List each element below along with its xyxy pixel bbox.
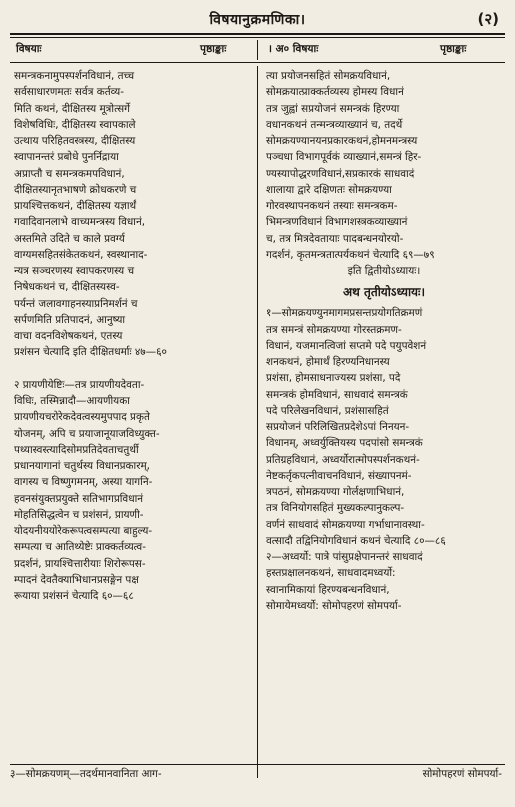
text-line: प्रायणीयचरोरेकदेवत्वस्यमुपपाद प्रकृते (14, 411, 150, 424)
text-line: उत्थाय परिहितवस्त्रस्य, दीक्षितस्य (14, 135, 136, 147)
text-line: प्रायश्चित्तकथनं, दीक्षितस्य यज्ञार्थं (14, 200, 137, 212)
text-line: वत्सादौ तद्विनियोगविधानं कथनं चेत्यादि ८०—८६ (266, 534, 446, 547)
text-line: इति द्वितीयोऽध्यायः। (347, 265, 421, 277)
text-line: १—सोमक्रयण्युनमागमप्रसन्तप्रयोगतिक्रमणं (266, 307, 423, 320)
text-line: सोमायेमध्वर्यो: सोमोपहरणं सोमपर्या- (266, 599, 402, 612)
text-line: म्पादनं देवतैक्याभिधानप्रसङ्गेन पक्ष (14, 573, 139, 586)
right-column (266, 68, 502, 614)
text-line: पथ्यास्वस्त्यादिसोमप्रतिदेवताचतुर्थी (14, 443, 139, 456)
page-number: (२) (477, 10, 499, 28)
text-line: प्रदर्शनं, प्रायश्चित्तारीयाः शिरोरूपस- (14, 557, 146, 570)
text-line: तत्र जुह्वां सप्रयोजनं समन्त्रकं हिरण्या (266, 102, 400, 115)
text-line: विधानम्, अध्वर्युक्तियस्य पदपांसो समन्त्रकं (266, 437, 423, 450)
text-line: निषेधकथनं च, दीक्षितस्यस्व- (14, 281, 120, 294)
left-subject-heading: विषयाः (16, 43, 42, 55)
text-line: अस्तमिते उदिते च काले प्रवर्ग्य (14, 232, 125, 245)
heading-divider (257, 40, 258, 60)
text-line: हस्तप्रक्षालनकथनं, साधवादमध्वर्यो: (266, 567, 396, 580)
text-line: वर्णनं साधवादं सोमक्रयण्या गर्भाधानावस्था- (266, 518, 425, 531)
top-rule (10, 33, 505, 35)
text-line: वाग्यमसहितसंकेतकथनं, स्वस्थानाद- (14, 248, 148, 261)
text-line: गोरवस्थापनकथनं तस्याः समन्त्रकम- (266, 200, 398, 212)
text-line: भिमन्त्रणविधानं विभागशस्त्रकव्याख्यानं (266, 216, 408, 229)
text-line: तत्र विनियोगसहितं मुख्यकल्पानुकल्प- (266, 502, 405, 515)
column-divider (257, 66, 258, 778)
text-line: सप्रयोजनं परिलिखितप्रदेशेऽपां निनयन- (266, 421, 410, 433)
text-line: समन्त्रकं होमविधानं, साधवादं समन्त्रकं (266, 388, 408, 401)
left-page-heading: पृष्ठाङ्काः (200, 43, 227, 55)
text-line: पदे परिलेखनविधानं, प्रशंसासहितं (266, 404, 389, 417)
text-line: सोमक्रयण्यानयनप्रकारकथनं,होमनमन्त्रस्य (266, 135, 418, 147)
text-line: पर्यन्तं जलावगाहनस्याप्रनिमर्शनं च (14, 297, 138, 310)
text-line: शालाया द्वारे दक्षिणतः सोमक्रयण्या (266, 183, 392, 196)
text-line: च, तत्र मित्रदेवतायाः पादबन्धनयोरयो- (266, 232, 404, 245)
right-subject-heading: । अ० विषयाः (268, 43, 319, 55)
bottom-rule (10, 764, 505, 765)
text-line: २ प्रायणीयेष्टिः—तत्र प्रायणीयदेवता- (14, 378, 145, 391)
text-line: समन्त्रकनामुपस्पर्शनविधानं, तच्च (14, 70, 135, 82)
page-title: विषयानुक्रमणिका। (209, 12, 306, 28)
text-line: सोमक्रयात्प्राक्कर्तव्यस्य होमस्य विधानं (266, 86, 404, 99)
right-page-heading: पृष्ठाङ्काः (440, 43, 467, 55)
text-line: पञ्चधा विभागपूर्वकं व्याख्यानं,समन्त्रं हिर- (266, 151, 422, 164)
heading-rule (10, 62, 505, 63)
text-line: विधानं, यजमानत्विजां सप्तमे पदे पयुपवेशनं (266, 339, 427, 352)
text-line: सम्पत्या च आतिथ्येष्टेः प्राक्कर्तव्यत्व- (14, 541, 146, 554)
text-line: सर्पणमिति प्रतिपादनं, आनुष्या (14, 313, 126, 326)
text-line: गदर्शनं, कृतमन्त्रतात्पर्यकथनं चेत्यादि ६९—७९ (266, 248, 435, 261)
text-line: मोहतिसिद्धत्वेन च प्रशंसनं, प्रायणी- (14, 508, 144, 521)
text-line: स्वापानन्तरं प्रबोधे पुनर्निद्राया (14, 151, 119, 164)
text-line: वागस्य च विष्णुगमनम्, अस्या यागनि- (14, 476, 153, 489)
text-line: त्या प्रयोजनसहितं सोमक्रयविधानं, (266, 70, 391, 82)
text-line: प्रतिग्रहविधानं, अध्वर्योरात्मोपस्पर्शनकथनं- (266, 453, 420, 466)
text-line: योजनम्, अपि च प्रयाजानूयाजविध्युक्त- (14, 427, 160, 440)
text-line: त्रपठनं, सोमक्रयण्या गोर्लक्षणाभिधानं, (266, 486, 405, 498)
text-line: दीक्षितस्यानृतभाषणे क्रोधकरणे च (14, 183, 137, 196)
text-line: योदयनीययोरेकरूपत्वसम्पत्या बाहुल्य- (14, 525, 153, 537)
text-line: तत्र समन्त्रं सोमक्रयण्या गोरस्तक्रमण- (266, 323, 402, 336)
text-line: वधानकथनं तन्मन्त्रव्याख्यानं च, तदर्थे (266, 118, 403, 131)
top-rule-thin (10, 37, 505, 38)
text-line: गवादिवानलाभे वाच्यमन्त्रस्य विधानं, (14, 216, 146, 229)
text-line: प्रधानयागानां चतुर्थस्य विधानप्रकारम्, (14, 460, 150, 472)
text-line: विशेषविधिः, दीक्षितस्य स्वापकाले (14, 118, 136, 131)
text-line: नेष्टकर्तृकपत्नीवाचनविधानं, संख्यापनमं- (266, 469, 412, 482)
text-line: रूयाया प्रशंसनं चेत्यादि ६०—६८ (14, 590, 134, 602)
text-line: शनकथनं, होमार्थं हिरण्यनिधानस्य (266, 356, 390, 368)
text-line (14, 361, 252, 377)
text-line: प्रशंसा, होमसाधनाज्यस्य प्रशंसा, पदे (266, 372, 401, 385)
text-line: अथ तृतीयोऽध्यायः। (343, 285, 425, 300)
text-line: सर्वसाधारणमतः सर्वत्र कर्तव्य- (14, 86, 124, 99)
text-line: मिति कथनं, दीक्षितस्य मूत्रोत्सर्गे (14, 102, 130, 115)
text-line: न्यत्र सञ्चरणस्य स्वापकरणस्य च (14, 265, 135, 277)
left-column (14, 68, 252, 604)
text-line: २—अध्वर्यो: पात्रे पांसुप्रक्षेपानन्तरं साधवादं (266, 551, 423, 563)
text-line: प्रशंसन चेत्यादि इति दीक्षितधर्माः ४७—६० (14, 346, 167, 359)
footer-left-line: ३—सोमक्रयणम्—तदर्थमानवानिता आग- (10, 768, 162, 780)
text-line: वाचा वदनविशेषकथनं, एतस्य (14, 330, 123, 342)
running-head (0, 8, 515, 30)
text-line: ण्यस्यापोद्धरणविधानं,सप्रकारकं साधवादं (266, 167, 415, 180)
text-line: विधिः, तस्मिन्नादौ—आयणीयका (14, 395, 130, 407)
text-line: स्वानामिकायां हिरण्यबन्धनविधानं, (266, 583, 390, 596)
footer-right-line: सोमोपहरणं सोमपर्या- (422, 768, 502, 780)
text-line: अप्राप्तौ च समन्त्रकमपविधानं, (14, 167, 125, 180)
text-line: हवनसंयुक्तप्रयुक्ते सतिभागप्रविधानं (14, 492, 144, 505)
